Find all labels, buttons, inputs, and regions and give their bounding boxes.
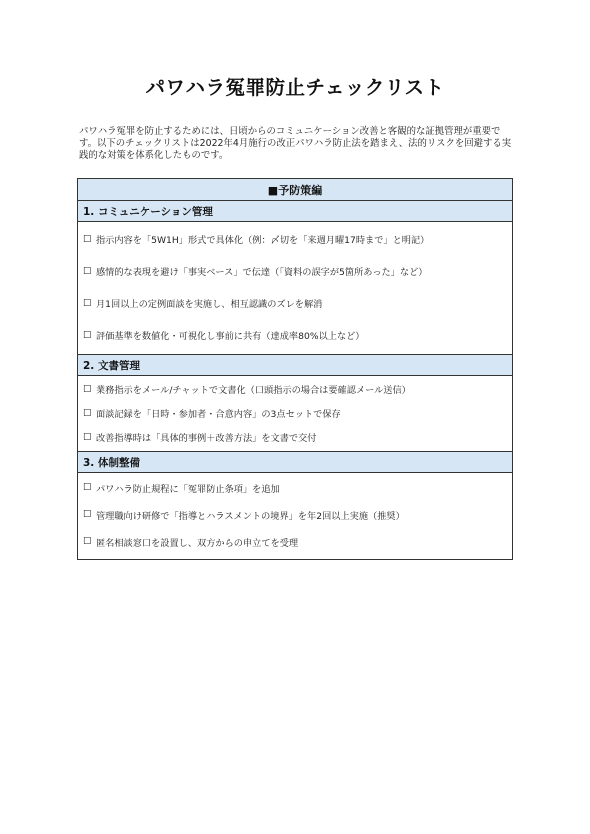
table-header: ■予防策編: [78, 179, 512, 201]
checkbox-icon[interactable]: ☐: [83, 383, 92, 395]
checkbox-icon[interactable]: ☐: [83, 536, 92, 547]
checklist-item[interactable]: [78, 474, 512, 501]
checklist-item-label: 評価基準を数値化・可視化し事前に共有（達成率80%以上など）: [96, 331, 365, 342]
checklist-item-label: 管理職向け研修で「指導とハラスメントの境界」を年2回以上実施（推奨）: [96, 510, 405, 522]
checkbox-icon[interactable]: ☐: [83, 482, 92, 493]
checklist-item[interactable]: [78, 287, 512, 319]
checkbox-icon[interactable]: ☐: [83, 297, 92, 309]
section-header-documents: 2. 文書管理: [78, 355, 512, 376]
checklist-item-label: パワハラ防止規程に「冤罪防止条項」を追加: [96, 483, 280, 495]
checklist-item-label: 指示内容を「5W1H」形式で具体化（例：〆切を「来週月曜17時まで」と明記）: [96, 235, 430, 246]
checklist-item[interactable]: [78, 223, 512, 255]
checkbox-icon[interactable]: ☐: [83, 509, 92, 520]
section-items-documents: [78, 376, 512, 452]
checklist-item-label: 業務指示をメール/チャットで文書化（口頭指示の場合は要確認メール送信）: [96, 385, 411, 396]
intro-paragraph: パワハラ冤罪を防止するためには、日頃からのコミュニケーション改善と客観的な証拠管理が重要です。以下のチェックリストは2022年4月施行の改正パワハラ防止法を踏まえ、法的リスクを回避する実践的な対策を体系化したものです。: [79, 126, 512, 161]
checkbox-icon[interactable]: ☐: [83, 407, 92, 419]
checklist-item[interactable]: [78, 425, 512, 449]
checklist-table: [77, 178, 513, 560]
checklist-item-label: 月1回以上の定例面談を実施し、相互認識のズレを解消: [96, 299, 323, 310]
checklist-item[interactable]: [78, 377, 512, 401]
section-items-communication: [78, 222, 512, 355]
checklist-item[interactable]: [78, 319, 512, 351]
section-items-organization: [78, 473, 512, 559]
checklist-item-label: 匿名相談窓口を設置し、双方からの申立てを受理: [96, 537, 299, 549]
checkbox-icon[interactable]: ☐: [83, 329, 92, 341]
checklist-item-label: 面談記録を「日時・参加者・合意内容」の3点セットで保存: [96, 409, 341, 420]
checkbox-icon[interactable]: ☐: [83, 431, 92, 443]
checkbox-icon[interactable]: ☐: [83, 233, 92, 245]
section-header-communication: 1. コミュニケーション管理: [78, 201, 512, 222]
checklist-item-label: 改善指導時は「具体的事例＋改善方法」を文書で交付: [96, 433, 317, 444]
section-header-organization: 3. 体制整備: [78, 452, 512, 473]
checklist-item[interactable]: [78, 255, 512, 287]
checklist-item[interactable]: [78, 501, 512, 528]
checkbox-icon[interactable]: ☐: [83, 265, 92, 277]
page-title: パワハラ冤罪防止チェックリスト: [145, 76, 445, 99]
checklist-item[interactable]: [78, 401, 512, 425]
checklist-item-label: 感情的な表現を避け「事実ベース」で伝達（「資料の誤字が5箇所あった」など）: [96, 267, 428, 278]
checklist-item[interactable]: [78, 528, 512, 555]
